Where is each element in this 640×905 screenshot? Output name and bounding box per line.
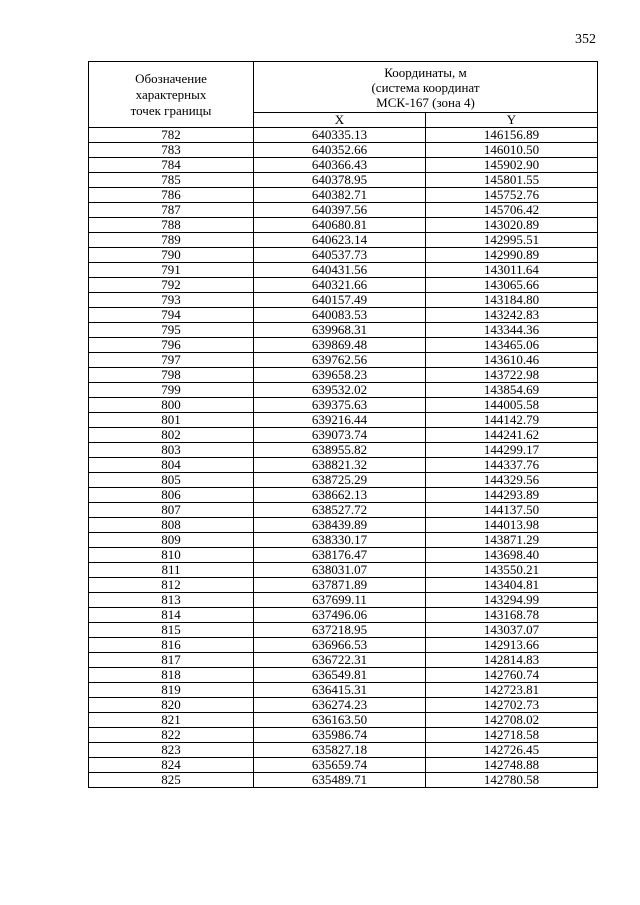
- x-coordinate-cell: 638330.17: [254, 533, 426, 548]
- table-row: [89, 563, 598, 578]
- x-coordinate-cell: 640083.53: [254, 308, 426, 323]
- table-row: [89, 533, 598, 548]
- table-row: [89, 218, 598, 233]
- y-coordinate-cell: 144013.98: [426, 518, 598, 533]
- point-id-cell: 786: [89, 188, 254, 203]
- point-id-cell: 809: [89, 533, 254, 548]
- x-coordinate-cell: 637871.89: [254, 578, 426, 593]
- point-id-cell: 784: [89, 158, 254, 173]
- table-row: [89, 638, 598, 653]
- point-id-cell: 810: [89, 548, 254, 563]
- x-coordinate-cell: 639658.23: [254, 368, 426, 383]
- table-row: [89, 128, 598, 143]
- x-coordinate-cell: 636549.81: [254, 668, 426, 683]
- x-coordinate-cell: 639869.48: [254, 338, 426, 353]
- x-coordinate-cell: 640378.95: [254, 173, 426, 188]
- point-id-cell: 805: [89, 473, 254, 488]
- point-id-cell: 782: [89, 128, 254, 143]
- x-coordinate-cell: 640366.43: [254, 158, 426, 173]
- point-id-cell: 799: [89, 383, 254, 398]
- y-coordinate-cell: 144337.76: [426, 458, 598, 473]
- table-row: [89, 188, 598, 203]
- table-row: [89, 398, 598, 413]
- table-row: [89, 308, 598, 323]
- table-row: [89, 323, 598, 338]
- point-id-cell: 806: [89, 488, 254, 503]
- y-coordinate-cell: 144137.50: [426, 503, 598, 518]
- y-column-header: Y: [426, 113, 598, 128]
- x-coordinate-cell: 635489.71: [254, 773, 426, 788]
- point-id-cell: 787: [89, 203, 254, 218]
- point-id-cell: 804: [89, 458, 254, 473]
- point-id-cell: 796: [89, 338, 254, 353]
- y-coordinate-cell: 143610.46: [426, 353, 598, 368]
- table-row: [89, 383, 598, 398]
- point-id-cell: 792: [89, 278, 254, 293]
- y-coordinate-cell: 143065.66: [426, 278, 598, 293]
- point-id-cell: 808: [89, 518, 254, 533]
- table-row: [89, 743, 598, 758]
- point-id-cell: 788: [89, 218, 254, 233]
- table-row: [89, 233, 598, 248]
- coordinates-column-header: [254, 62, 598, 113]
- y-coordinate-cell: 143294.99: [426, 593, 598, 608]
- point-id-cell: 822: [89, 728, 254, 743]
- x-coordinate-cell: 638955.82: [254, 443, 426, 458]
- y-coordinate-cell: 143242.83: [426, 308, 598, 323]
- table-row: [89, 758, 598, 773]
- y-coordinate-cell: 142913.66: [426, 638, 598, 653]
- x-coordinate-cell: 638031.07: [254, 563, 426, 578]
- x-coordinate-cell: 638725.29: [254, 473, 426, 488]
- x-coordinate-cell: 640321.66: [254, 278, 426, 293]
- y-coordinate-cell: 142726.45: [426, 743, 598, 758]
- table-row: [89, 623, 598, 638]
- table-row: [89, 158, 598, 173]
- y-coordinate-cell: 143344.36: [426, 323, 598, 338]
- y-coordinate-cell: 143698.40: [426, 548, 598, 563]
- table-row: [89, 143, 598, 158]
- table-row: [89, 503, 598, 518]
- x-coordinate-cell: 636163.50: [254, 713, 426, 728]
- point-id-cell: 802: [89, 428, 254, 443]
- x-coordinate-cell: 640352.66: [254, 143, 426, 158]
- x-coordinate-cell: 640680.81: [254, 218, 426, 233]
- point-id-cell: 817: [89, 653, 254, 668]
- y-coordinate-cell: 143168.78: [426, 608, 598, 623]
- table-row: [89, 443, 598, 458]
- point-id-cell: 812: [89, 578, 254, 593]
- x-coordinate-cell: 638176.47: [254, 548, 426, 563]
- y-coordinate-cell: 142760.74: [426, 668, 598, 683]
- x-coordinate-cell: 640537.73: [254, 248, 426, 263]
- x-coordinate-cell: 639375.63: [254, 398, 426, 413]
- table-row: [89, 548, 598, 563]
- y-coordinate-cell: 143037.07: [426, 623, 598, 638]
- point-id-cell: 803: [89, 443, 254, 458]
- y-coordinate-cell: 144293.89: [426, 488, 598, 503]
- designation-header-line: характерных: [135, 86, 207, 102]
- point-id-cell: 819: [89, 683, 254, 698]
- table-row: [89, 428, 598, 443]
- y-coordinate-cell: 143404.81: [426, 578, 598, 593]
- point-id-cell: 801: [89, 413, 254, 428]
- y-coordinate-cell: 145801.55: [426, 173, 598, 188]
- point-id-cell: 783: [89, 143, 254, 158]
- y-coordinate-cell: 142718.58: [426, 728, 598, 743]
- x-coordinate-cell: 639073.74: [254, 428, 426, 443]
- table-row: [89, 593, 598, 608]
- point-id-cell: 825: [89, 773, 254, 788]
- y-coordinate-cell: 143854.69: [426, 383, 598, 398]
- y-coordinate-cell: 142990.89: [426, 248, 598, 263]
- point-id-cell: 820: [89, 698, 254, 713]
- x-coordinate-cell: 635986.74: [254, 728, 426, 743]
- y-coordinate-cell: 144142.79: [426, 413, 598, 428]
- x-coordinate-cell: 636966.53: [254, 638, 426, 653]
- table-header-row: [89, 62, 598, 113]
- point-id-cell: 794: [89, 308, 254, 323]
- y-coordinate-cell: 143550.21: [426, 563, 598, 578]
- point-id-cell: 793: [89, 293, 254, 308]
- coordinates-header-line: Координаты, м: [384, 64, 467, 80]
- y-coordinate-cell: 143465.06: [426, 338, 598, 353]
- y-coordinate-cell: 142995.51: [426, 233, 598, 248]
- x-coordinate-cell: 638439.89: [254, 518, 426, 533]
- point-id-cell: 791: [89, 263, 254, 278]
- table-row: [89, 263, 598, 278]
- coordinates-table: [88, 61, 598, 788]
- x-coordinate-cell: 635827.18: [254, 743, 426, 758]
- x-coordinate-cell: 637496.06: [254, 608, 426, 623]
- table-row: [89, 248, 598, 263]
- x-coordinate-cell: 635659.74: [254, 758, 426, 773]
- table-row: [89, 338, 598, 353]
- y-coordinate-cell: 145752.76: [426, 188, 598, 203]
- table-row: [89, 608, 598, 623]
- y-coordinate-cell: 142708.02: [426, 713, 598, 728]
- y-coordinate-cell: 143871.29: [426, 533, 598, 548]
- table-row: [89, 578, 598, 593]
- table-row: [89, 728, 598, 743]
- point-id-cell: 800: [89, 398, 254, 413]
- x-coordinate-cell: 636415.31: [254, 683, 426, 698]
- table-row: [89, 353, 598, 368]
- point-id-cell: 789: [89, 233, 254, 248]
- table-row: [89, 413, 598, 428]
- table-row: [89, 278, 598, 293]
- point-id-cell: 811: [89, 563, 254, 578]
- point-id-cell: 816: [89, 638, 254, 653]
- x-coordinate-cell: 638821.32: [254, 458, 426, 473]
- x-coordinate-cell: 640382.71: [254, 188, 426, 203]
- table-row: [89, 368, 598, 383]
- y-coordinate-cell: 146156.89: [426, 128, 598, 143]
- point-id-cell: 813: [89, 593, 254, 608]
- table-row: [89, 293, 598, 308]
- x-coordinate-cell: 638527.72: [254, 503, 426, 518]
- x-coordinate-cell: 636274.23: [254, 698, 426, 713]
- point-id-cell: 814: [89, 608, 254, 623]
- y-coordinate-cell: 144241.62: [426, 428, 598, 443]
- y-coordinate-cell: 142748.88: [426, 758, 598, 773]
- y-coordinate-cell: 144329.56: [426, 473, 598, 488]
- x-coordinate-cell: 636722.31: [254, 653, 426, 668]
- y-coordinate-cell: 143011.64: [426, 263, 598, 278]
- designation-header-line: Обозначение: [135, 70, 207, 86]
- point-id-cell: 815: [89, 623, 254, 638]
- table-row: [89, 683, 598, 698]
- y-coordinate-cell: 142723.81: [426, 683, 598, 698]
- coordinates-header-line: (система координат: [371, 79, 480, 95]
- point-id-cell: 807: [89, 503, 254, 518]
- table-row: [89, 773, 598, 788]
- table-row: [89, 173, 598, 188]
- point-id-cell: 795: [89, 323, 254, 338]
- y-coordinate-cell: 144299.17: [426, 443, 598, 458]
- point-id-cell: 797: [89, 353, 254, 368]
- x-coordinate-cell: 639532.02: [254, 383, 426, 398]
- designation-header-line: точек границы: [130, 102, 212, 118]
- y-coordinate-cell: 145902.90: [426, 158, 598, 173]
- table-row: [89, 473, 598, 488]
- table-row: [89, 668, 598, 683]
- x-coordinate-cell: 638662.13: [254, 488, 426, 503]
- table-row: [89, 488, 598, 503]
- table-row: [89, 713, 598, 728]
- table-row: [89, 653, 598, 668]
- y-coordinate-cell: 146010.50: [426, 143, 598, 158]
- point-id-cell: 785: [89, 173, 254, 188]
- x-coordinate-cell: 639762.56: [254, 353, 426, 368]
- y-coordinate-cell: 145706.42: [426, 203, 598, 218]
- x-coordinate-cell: 637218.95: [254, 623, 426, 638]
- table-row: [89, 518, 598, 533]
- table-row: [89, 458, 598, 473]
- table-row: [89, 698, 598, 713]
- x-column-header: X: [254, 113, 426, 128]
- x-coordinate-cell: 640335.13: [254, 128, 426, 143]
- x-coordinate-cell: 640397.56: [254, 203, 426, 218]
- x-coordinate-cell: 640431.56: [254, 263, 426, 278]
- point-id-cell: 823: [89, 743, 254, 758]
- table-row: [89, 203, 598, 218]
- x-coordinate-cell: 640157.49: [254, 293, 426, 308]
- x-coordinate-cell: 637699.11: [254, 593, 426, 608]
- point-id-cell: 818: [89, 668, 254, 683]
- point-id-cell: 821: [89, 713, 254, 728]
- x-coordinate-cell: 639968.31: [254, 323, 426, 338]
- page-number: 352: [575, 32, 596, 47]
- x-coordinate-cell: 639216.44: [254, 413, 426, 428]
- y-coordinate-cell: 143184.80: [426, 293, 598, 308]
- table-body: [89, 128, 598, 788]
- x-coordinate-cell: 640623.14: [254, 233, 426, 248]
- y-coordinate-cell: 143020.89: [426, 218, 598, 233]
- y-coordinate-cell: 142702.73: [426, 698, 598, 713]
- point-id-cell: 790: [89, 248, 254, 263]
- coordinates-header-line: МСК-167 (зона 4): [376, 94, 475, 110]
- y-coordinate-cell: 143722.98: [426, 368, 598, 383]
- y-coordinate-cell: 142780.58: [426, 773, 598, 788]
- designation-column-header: [89, 62, 254, 128]
- y-coordinate-cell: 142814.83: [426, 653, 598, 668]
- y-coordinate-cell: 144005.58: [426, 398, 598, 413]
- point-id-cell: 824: [89, 758, 254, 773]
- point-id-cell: 798: [89, 368, 254, 383]
